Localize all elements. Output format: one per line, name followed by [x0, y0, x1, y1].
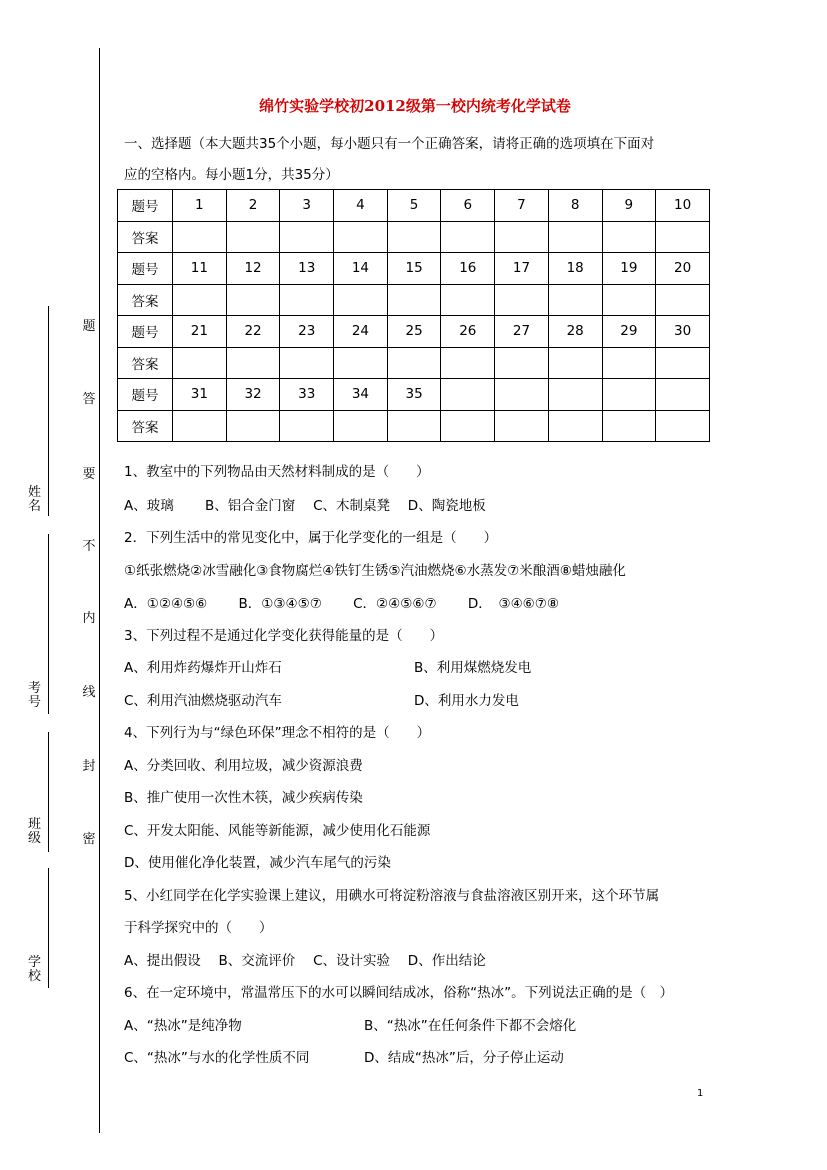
- question-number-cell: 30: [656, 316, 710, 348]
- answer-cell[interactable]: [173, 410, 227, 442]
- question-number-cell: 35: [387, 379, 441, 411]
- answer-cell[interactable]: [602, 347, 656, 379]
- question-number-cell: 14: [334, 253, 388, 285]
- question-2-items: ①纸张燃烧②冰雪融化③食物腐烂④铁钉生锈⑤汽油燃烧⑥水蒸发⑦米酿酒⑧蜡烛融化: [124, 563, 626, 579]
- number-row-header: 题号: [118, 379, 173, 411]
- question-number-cell: 34: [334, 379, 388, 411]
- question-number-cell: 25: [387, 316, 441, 348]
- question-number-cell: 7: [495, 190, 549, 222]
- seal-word: 要: [82, 467, 96, 482]
- question-3-stem: 3、下列过程不是通过化学变化获得能量的是（ ）: [124, 628, 444, 644]
- number-row: [118, 253, 710, 285]
- question-6-option-c: C、“热冰”与水的化学性质不同: [124, 1050, 310, 1066]
- question-number-cell: 18: [548, 253, 602, 285]
- school-field[interactable]: [28, 868, 54, 988]
- question-number-cell: 15: [387, 253, 441, 285]
- answer-row: [118, 410, 710, 442]
- question-number-cell: 8: [548, 190, 602, 222]
- question-number-cell: 17: [495, 253, 549, 285]
- question-number-cell: [495, 379, 549, 411]
- answer-cell[interactable]: [656, 221, 710, 253]
- question-number-cell: 21: [173, 316, 227, 348]
- answer-cell[interactable]: [656, 347, 710, 379]
- answer-cell[interactable]: [495, 284, 549, 316]
- answer-cell[interactable]: [441, 284, 495, 316]
- question-number-cell: 32: [226, 379, 280, 411]
- answer-cell[interactable]: [387, 347, 441, 379]
- question-number-cell: 33: [280, 379, 334, 411]
- answer-cell[interactable]: [602, 284, 656, 316]
- binding-line: [99, 48, 100, 1133]
- question-number-cell: 23: [280, 316, 334, 348]
- answer-cell[interactable]: [441, 347, 495, 379]
- question-number-cell: 4: [334, 190, 388, 222]
- question-number-cell: 3: [280, 190, 334, 222]
- answer-cell[interactable]: [495, 221, 549, 253]
- question-number-cell: 1: [173, 190, 227, 222]
- seal-word: 不: [82, 539, 96, 554]
- answer-cell[interactable]: [548, 284, 602, 316]
- seal-word: 答: [82, 392, 96, 407]
- number-row: [118, 379, 710, 411]
- answer-cell[interactable]: [334, 347, 388, 379]
- answer-cell[interactable]: [226, 284, 280, 316]
- answer-cell[interactable]: [495, 347, 549, 379]
- name-underline: [48, 306, 49, 516]
- number-row-header: 题号: [118, 253, 173, 285]
- answer-cell[interactable]: [226, 221, 280, 253]
- number-row: [118, 190, 710, 222]
- answer-cell[interactable]: [280, 221, 334, 253]
- question-3-option-a: A、利用炸药爆炸开山炸石: [124, 660, 282, 676]
- question-3-option-b: B、利用煤燃烧发电: [414, 660, 532, 676]
- question-number-cell: 11: [173, 253, 227, 285]
- answer-cell[interactable]: [548, 410, 602, 442]
- question-number-cell: 28: [548, 316, 602, 348]
- question-5-stem: 5、小红同学在化学实验课上建议，用碘水可将淀粉溶液与食盐溶液区别开来，这个环节属: [124, 888, 660, 904]
- answer-cell[interactable]: [441, 410, 495, 442]
- question-number-cell: [548, 379, 602, 411]
- question-6-option-a: A、“热冰”是纯净物: [124, 1018, 242, 1034]
- answer-cell[interactable]: [226, 347, 280, 379]
- answer-cell[interactable]: [495, 410, 549, 442]
- exam-number-field[interactable]: [28, 534, 54, 714]
- answer-cell[interactable]: [548, 347, 602, 379]
- school-underline: [48, 868, 49, 988]
- answer-cell[interactable]: [548, 221, 602, 253]
- answer-cell[interactable]: [280, 347, 334, 379]
- answer-row: [118, 221, 710, 253]
- question-number-cell: 24: [334, 316, 388, 348]
- exam-number-underline: [48, 534, 49, 714]
- question-number-cell: [602, 379, 656, 411]
- seal-word: 内: [82, 611, 96, 626]
- answer-cell[interactable]: [387, 284, 441, 316]
- answer-cell[interactable]: [173, 347, 227, 379]
- question-number-cell: 10: [656, 190, 710, 222]
- question-4-option-d: D、使用催化净化装置，减少汽车尾气的污染: [124, 855, 391, 871]
- question-number-cell: 6: [441, 190, 495, 222]
- name-label: 姓名: [28, 485, 42, 514]
- question-1-options: A、玻璃 B、铝合金门窗 C、木制桌凳 D、陶瓷地板: [124, 498, 486, 514]
- seal-word: 密: [82, 832, 96, 847]
- question-2-options: A．①②④⑤⑥ B．①③④⑤⑦ C．②④⑤⑥⑦ D． ③④⑥⑦⑧: [124, 596, 559, 612]
- question-number-cell: 2: [226, 190, 280, 222]
- seal-word: 题: [82, 319, 96, 334]
- answer-cell[interactable]: [226, 410, 280, 442]
- exam-title: 绵竹实验学校初2012级第一校内统考化学试卷: [259, 97, 571, 115]
- answer-cell[interactable]: [280, 410, 334, 442]
- question-4-option-b: B、推广使用一次性木筷，减少疾病传染: [124, 790, 363, 806]
- question-6-option-d: D、结成“热冰”后，分子停止运动: [364, 1050, 564, 1066]
- answer-cell[interactable]: [656, 284, 710, 316]
- answer-cell[interactable]: [602, 410, 656, 442]
- answer-row-header: 答案: [118, 347, 173, 379]
- question-2-stem: 2．下列生活中的常见变化中，属于化学变化的一组是（ ）: [124, 530, 498, 546]
- question-number-cell: 19: [602, 253, 656, 285]
- answer-table: [117, 189, 710, 442]
- question-number-cell: [441, 379, 495, 411]
- number-row-header: 题号: [118, 316, 173, 348]
- name-field[interactable]: [28, 306, 54, 516]
- question-number-cell: 13: [280, 253, 334, 285]
- intro-line: 应的空格内。每小题1分，共35分）: [124, 167, 339, 183]
- intro-line: 一、选择题（本大题共35个小题，每小题只有一个正确答案，请将正确的选项填在下面对: [124, 136, 655, 152]
- answer-cell[interactable]: [173, 221, 227, 253]
- question-number-cell: 31: [173, 379, 227, 411]
- answer-cell[interactable]: [280, 284, 334, 316]
- section-intro: [124, 129, 714, 191]
- answer-cell[interactable]: [441, 221, 495, 253]
- question-number-cell: 9: [602, 190, 656, 222]
- answer-row-header: 答案: [118, 410, 173, 442]
- seal-word: 封: [82, 759, 96, 774]
- class-underline: [48, 732, 49, 852]
- question-number-cell: [656, 379, 710, 411]
- answer-row: [118, 284, 710, 316]
- answer-row-header: 答案: [118, 284, 173, 316]
- number-row: [118, 316, 710, 348]
- answer-row: [118, 347, 710, 379]
- answer-cell[interactable]: [656, 410, 710, 442]
- question-number-cell: 20: [656, 253, 710, 285]
- question-number-cell: 5: [387, 190, 441, 222]
- page-number: 1: [697, 1088, 704, 1099]
- seal-word: 线: [82, 685, 96, 700]
- class-label: 班级: [28, 817, 42, 846]
- answer-cell[interactable]: [602, 221, 656, 253]
- question-6-option-b: B、“热冰”在任何条件下都不会熔化: [364, 1018, 577, 1034]
- question-6-stem: 6、在一定环境中，常温常压下的水可以瞬间结成冰，俗称“热冰”。下列说法正确的是（ ）: [124, 985, 674, 1001]
- question-number-cell: 12: [226, 253, 280, 285]
- answer-cell[interactable]: [387, 221, 441, 253]
- question-1-stem: 1、教室中的下列物品由天然材料制成的是（ ）: [124, 464, 430, 480]
- answer-cell[interactable]: [173, 284, 227, 316]
- question-4-option-a: A、分类回收、利用垃圾，减少资源浪费: [124, 758, 363, 774]
- answer-cell[interactable]: [334, 284, 388, 316]
- question-3-option-d: D、利用水力发电: [414, 693, 519, 709]
- answer-cell[interactable]: [334, 410, 388, 442]
- question-number-cell: 22: [226, 316, 280, 348]
- question-5-stem-cont: 于科学探究中的（ ）: [124, 920, 273, 936]
- question-3-option-c: C、利用汽油燃烧驱动汽车: [124, 693, 282, 709]
- question-4-stem: 4、下列行为与“绿色环保”理念不相符的是（ ）: [124, 725, 431, 741]
- answer-cell[interactable]: [334, 221, 388, 253]
- question-number-cell: 29: [602, 316, 656, 348]
- number-row-header: 题号: [118, 190, 173, 222]
- question-number-cell: 27: [495, 316, 549, 348]
- answer-cell[interactable]: [387, 410, 441, 442]
- school-label: 学校: [28, 955, 42, 984]
- question-4-option-c: C、开发太阳能、风能等新能源，减少使用化石能源: [124, 823, 431, 839]
- class-field[interactable]: [28, 732, 54, 852]
- question-5-options: A、提出假设 B、交流评价 C、设计实验 D、作出结论: [124, 953, 486, 969]
- question-number-cell: 26: [441, 316, 495, 348]
- exam-number-label: 考号: [28, 681, 42, 710]
- answer-row-header: 答案: [118, 221, 173, 253]
- question-number-cell: 16: [441, 253, 495, 285]
